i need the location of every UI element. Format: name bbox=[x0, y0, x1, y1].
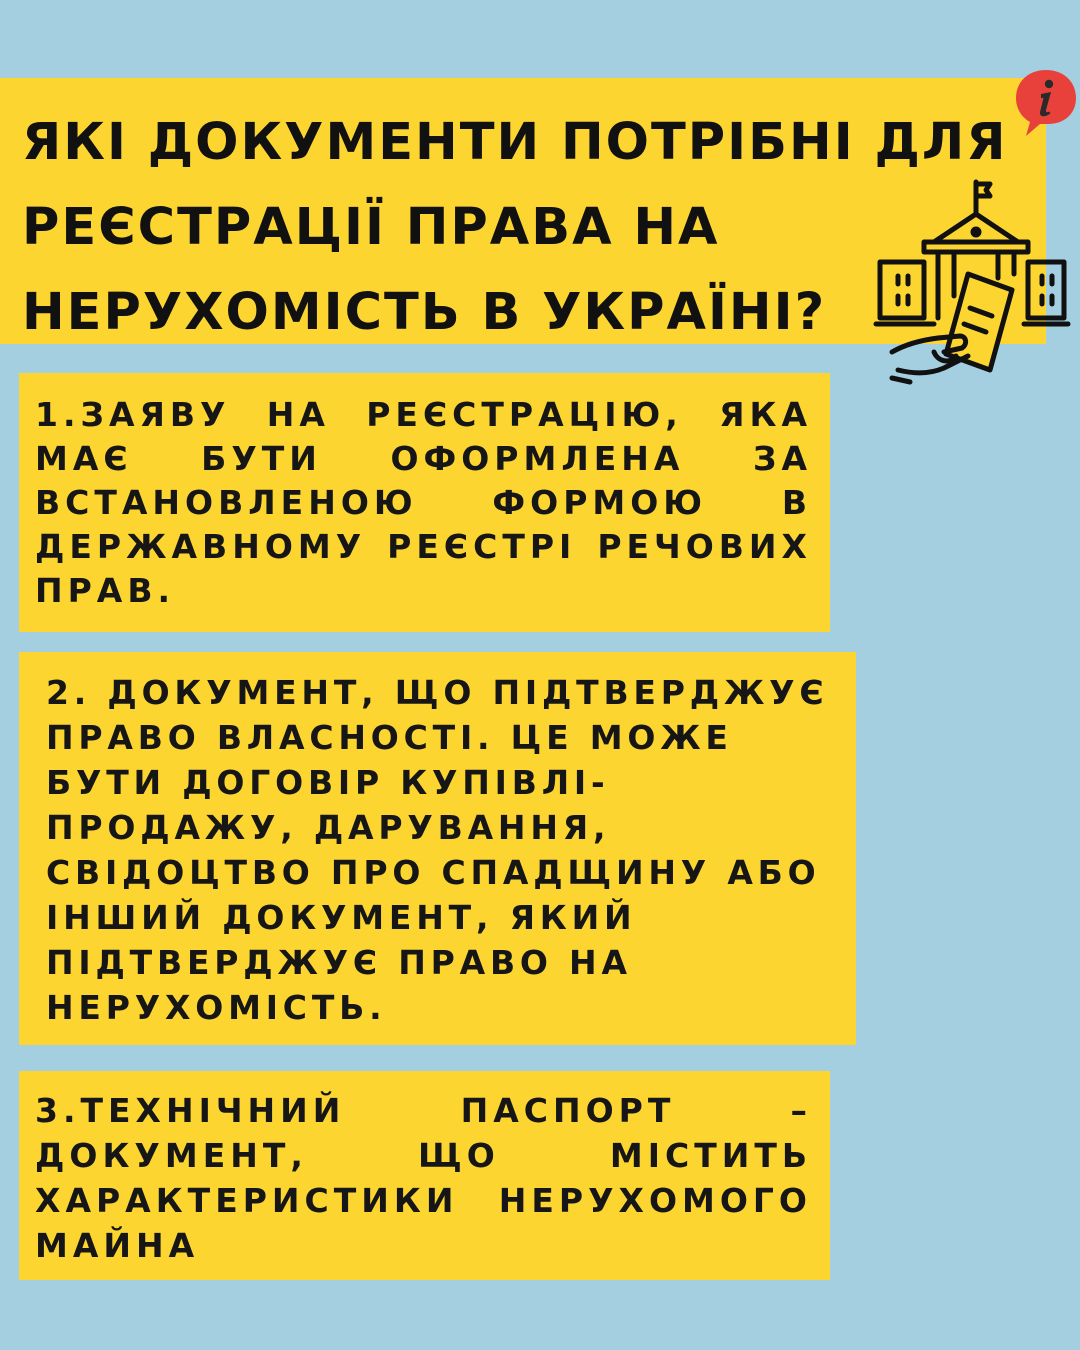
requirement-card-2 bbox=[19, 652, 856, 1045]
requirement-card-3 bbox=[19, 1071, 830, 1280]
requirement-text bbox=[35, 393, 812, 613]
requirement-card-1 bbox=[19, 373, 830, 632]
title-line: РЕЄСТРАЦІЇ ПРАВА НА bbox=[22, 198, 720, 257]
text-line: НЕРУХОМІСТЬ. bbox=[46, 988, 387, 1027]
title-line: ЯКІ ДОКУМЕНТИ ПОТРІБНІ ДЛЯ bbox=[22, 113, 1008, 172]
text-line: 1.ЗАЯВУ НА РЕЄСТРАЦІЮ, ЯКА bbox=[35, 395, 812, 434]
text-line: ПРОДАЖУ, ДАРУВАННЯ, bbox=[46, 808, 611, 847]
requirement-text bbox=[35, 1088, 812, 1268]
text-line: БУТИ ДОГОВІР КУПІВЛІ- bbox=[46, 763, 610, 802]
text-line: ПІДТВЕРДЖУЄ ПРАВО НА bbox=[46, 943, 632, 982]
text-line: ДЕРЖАВНОМУ РЕЄСТРІ РЕЧОВИХ bbox=[35, 527, 812, 566]
requirement-text bbox=[46, 670, 836, 1030]
text-line: МАЄ БУТИ ОФОРМЛЕНА ЗА bbox=[35, 439, 812, 478]
text-line: ДОКУМЕНТ, ЩО МІСТИТЬ bbox=[35, 1136, 812, 1175]
info-bubble-icon bbox=[1012, 66, 1080, 140]
text-line: МАЙНА bbox=[35, 1226, 200, 1265]
text-line: ВСТАНОВЛЕНОЮ ФОРМОЮ В bbox=[35, 483, 812, 522]
text-line: 2. ДОКУМЕНТ, ЩО ПІДТВЕРДЖУЄ bbox=[46, 673, 829, 712]
text-line: 3.ТЕХНІЧНИЙ ПАСПОРТ – bbox=[35, 1091, 812, 1130]
title-line: НЕРУХОМІСТЬ В УКРАЇНІ? bbox=[22, 283, 827, 342]
text-line: СВІДОЦТВО ПРО СПАДЩИНУ АБО bbox=[46, 853, 821, 892]
text-line: ПРАВ. bbox=[35, 571, 176, 610]
text-line: ХАРАКТЕРИСТИКИ НЕРУХОМОГО bbox=[35, 1181, 812, 1220]
text-line: ІНШИЙ ДОКУМЕНТ, ЯКИЙ bbox=[46, 898, 637, 937]
government-building-document-icon bbox=[872, 178, 1072, 388]
page-title bbox=[22, 100, 1008, 355]
text-line: ПРАВО ВЛАСНОСТІ. ЦЕ МОЖЕ bbox=[46, 718, 733, 757]
